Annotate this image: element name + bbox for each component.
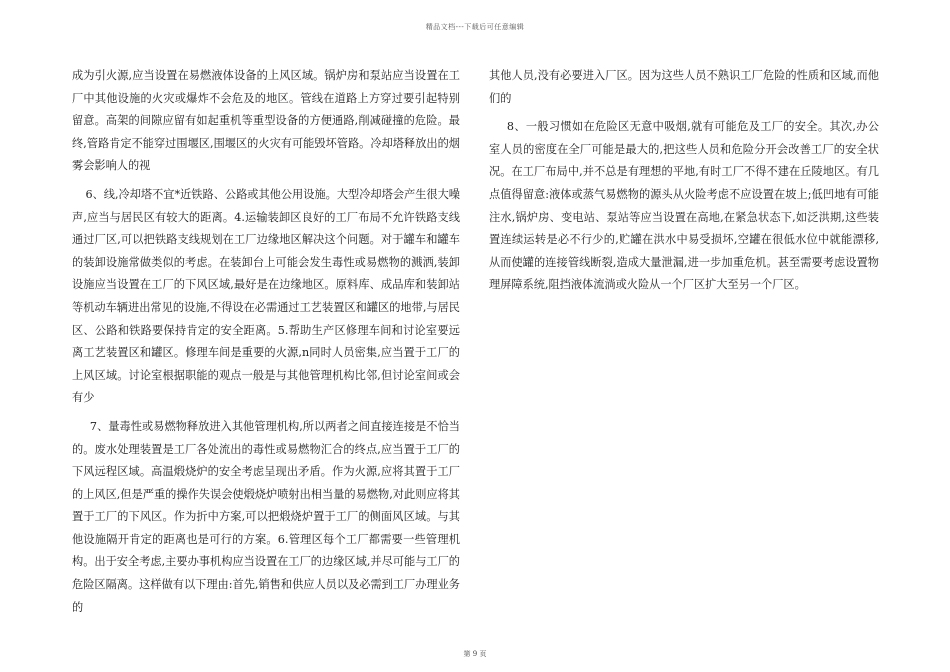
paragraph: 8、一般习惯如在危险区无意中吸烟,就有可能危及工厂的安全。其次,办公室人员的密度在全厂可能是最大的,把这些人员和危险分开会改善工厂的安全状况。在工厂布局中,并不总是有理想的平地,有时工厂不得不建在丘陵地区。有几点值得留意:液体或蒸气易燃物的源头从火险考虑不应设置在坡上;低凹地有可能注水,锅炉房、变电站、泵站等应当设置在高地,在紧急状态下,如泛洪期,这些装置连续运转是必不行少的,贮罐在洪水中易受损坏,空罐在很低水位中就能漂移,从而使罐的连接管线断裂,造成大量泄漏,进一步加重危机。甚至需要考虑设置物理屏障系统,阻挡液体流淌或火险从一个厂区扩大至另一个厂区。 (489, 120, 879, 292)
page-header: 精品文档---下载后可任意编辑 (425, 23, 525, 31)
paragraph: 其他人员,没有必要进入厂区。因为这些人员不熟识工厂危险的性质和区域,而他们的 (489, 69, 879, 105)
right-column (489, 65, 879, 297)
paragraph: 7、量毒性或易燃物释放进入其他管理机构,所以两者之间直接连接是不恰当的。废水处理装置是工厂各处流出的毒性或易燃物汇合的终点,应当置于工厂的下风远程区域。高温煅烧炉的安全考虑呈现出矛盾。作为火源,应将其置于工厂的上风区,但是严重的操作失误会使煅烧炉喷射出相当量的易燃物,对此则应将其置于工厂的下风区。作为折中方案,可以把煅烧炉置于工厂的侧面风区域。与其他设施隔开肯定的距离也是可行的方案。6.管理区每个工厂都需要一些管理机构。出于安全考虑,主要办事机构应当设置在工厂的边缘区域,并尽可能与工厂的危险区隔离。这样做有以下理由:首先,销售和供应人员以及必需到工厂办理业务的 (72, 419, 460, 614)
left-column (72, 65, 460, 619)
paragraph: 6、线,冷却塔不宜*近铁路、公路或其他公用设施。大型冷却塔会产生很大噪声,应当与居民区有较大的距离。4.运输装卸区良好的工厂布局不允许铁路支线通过厂区,可以把铁路支线规划在工厂边缘地区解决这个问题。对于罐车和罐车的装卸设施常做类似的考虑。在装卸台上可能会发生毒性或易燃物的溅洒,装卸设施应当设置在工厂的下风区域,最好是在边缘地区。原料库、成品库和装卸站等机动车辆进出常见的设施,不得设在必需通过工艺装置区和罐区的地带,与居民区、公路和铁路要保持肯定的安全距离。5.帮助生产区修理车间和讨论室要远离工艺装置区和罐区。修理车间是重要的火源,n同时人员密集,应当置于工厂的上风区域。讨论室根据职能的观点一般是与其他管理机构比邻,但讨论室间或会有少 (72, 187, 460, 405)
page-number: 第 9 页 (463, 650, 487, 658)
paragraph: 成为引火源,应当设置在易燃液体设备的上风区域。锅炉房和泵站应当设置在工厂中其他设施的火灾或爆炸不会危及的地区。管线在道路上方穿过要引起特别留意。高架的间隙应留有如起重机等重型设备的方便通路,削减碰撞的危险。最终,管路肯定不能穿过围堰区,围堰区的火灾有可能毁坏管路。冷却塔释放出的烟雾会影响人的视 (72, 69, 460, 173)
